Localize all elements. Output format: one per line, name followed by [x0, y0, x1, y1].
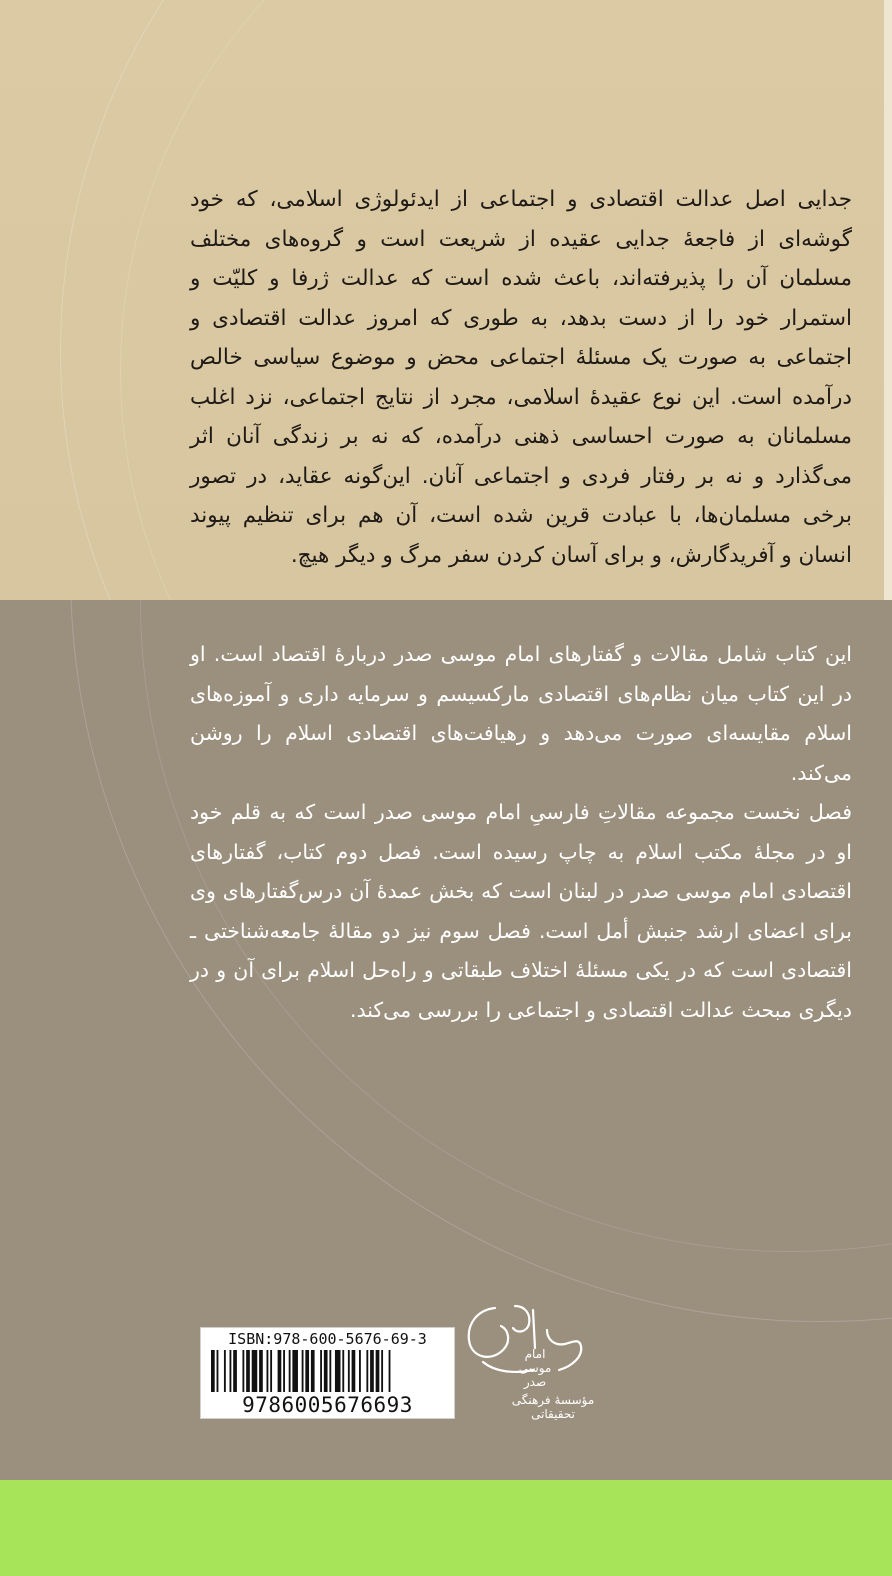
logo-line-3: صدر: [523, 1375, 547, 1389]
description-paragraph-1: این کتاب شامل مقالات و گفتارهای امام موسی صدر دربارهٔ اقتصاد است. او در این کتاب میان نظام‌های اقتصادی مارکسیسم و سرمایه داری و آموزه‌های اسلام مقایسه‌ای صورت می‌دهد و رهیافت‌های اقتصادی اسلام را روشن می‌کند.: [190, 642, 852, 785]
book-description: [190, 635, 852, 1030]
publisher-caption: مؤسسهٔ فرهنگی تحقیقاتی: [511, 1393, 595, 1421]
barcode-label: [200, 1327, 455, 1419]
bottom-color-band: [0, 1480, 892, 1576]
description-paragraph-2: فصل نخست مجموعه مقالاتِ فارسیِ امام موسی صدر است که به قلم خود او در مجلهٔ مکتب اسلام به چاپ رسیده است. فصل دوم کتاب، گفتارهای اقتصادی امام موسی صدر در لبنان است که بخش عمدهٔ آن درس‌گفتارهای وی برای اعضای ارشد جنبش أمل است. فصل سوم نیز دو مقالهٔ جامعه‌شناختی ـ اقتصادی است که در یکی مسئلهٔ اختلاف طبقاتی و راه‌حل اسلام برای آن و در دیگری مبحث عدالت اقتصادی و اجتماعی را بررسی می‌کند.: [190, 800, 852, 1022]
logo-line-1: امام: [524, 1347, 546, 1361]
publisher-logo: [455, 1300, 605, 1395]
quote-paragraph: جدایی اصل عدالت اقتصادی و اجتماعی از ایدئولوژی اسلامی، که خود گوشه‌ای از فاجعهٔ جدایی عقیده از شریعت است و گروه‌های مختلف مسلمان آن را پذیرفته‌اند، باعث شده است که عدالت ژرفا و کلیّت و استمرار خود را از دست بدهد، به طوری که امروز عدالت اقتصادی و اجتماعی به صورت یک مسئلهٔ اجتماعی محض و موضوع سیاسی خالص درآمده است. این نوع عقیدهٔ اسلامی، مجرد از نتایج اجتماعی، نزد اغلب مسلمانان به صورت احساسی ذهنی درآمده، که نه بر زندگی آنان اثر می‌گذارد و نه بر رفتار فردی و اجتماعی آنان. این‌گونه عقاید، در تصور برخی مسلمان‌ها، با عبادت قرین شده است، آن هم برای تنظیم پیوند انسان و آفریدگارش، و برای آسان کردن سفر مرگ و دیگر هیچ.: [190, 187, 852, 568]
isbn-number: ISBN:978-600-5676-69-3: [228, 1330, 427, 1348]
logo-line-2: موسی: [518, 1361, 552, 1375]
barcode-digits: 9786005676693: [242, 1393, 413, 1417]
right-edge-strip: [884, 0, 892, 600]
barcode-bars: [211, 1350, 444, 1392]
